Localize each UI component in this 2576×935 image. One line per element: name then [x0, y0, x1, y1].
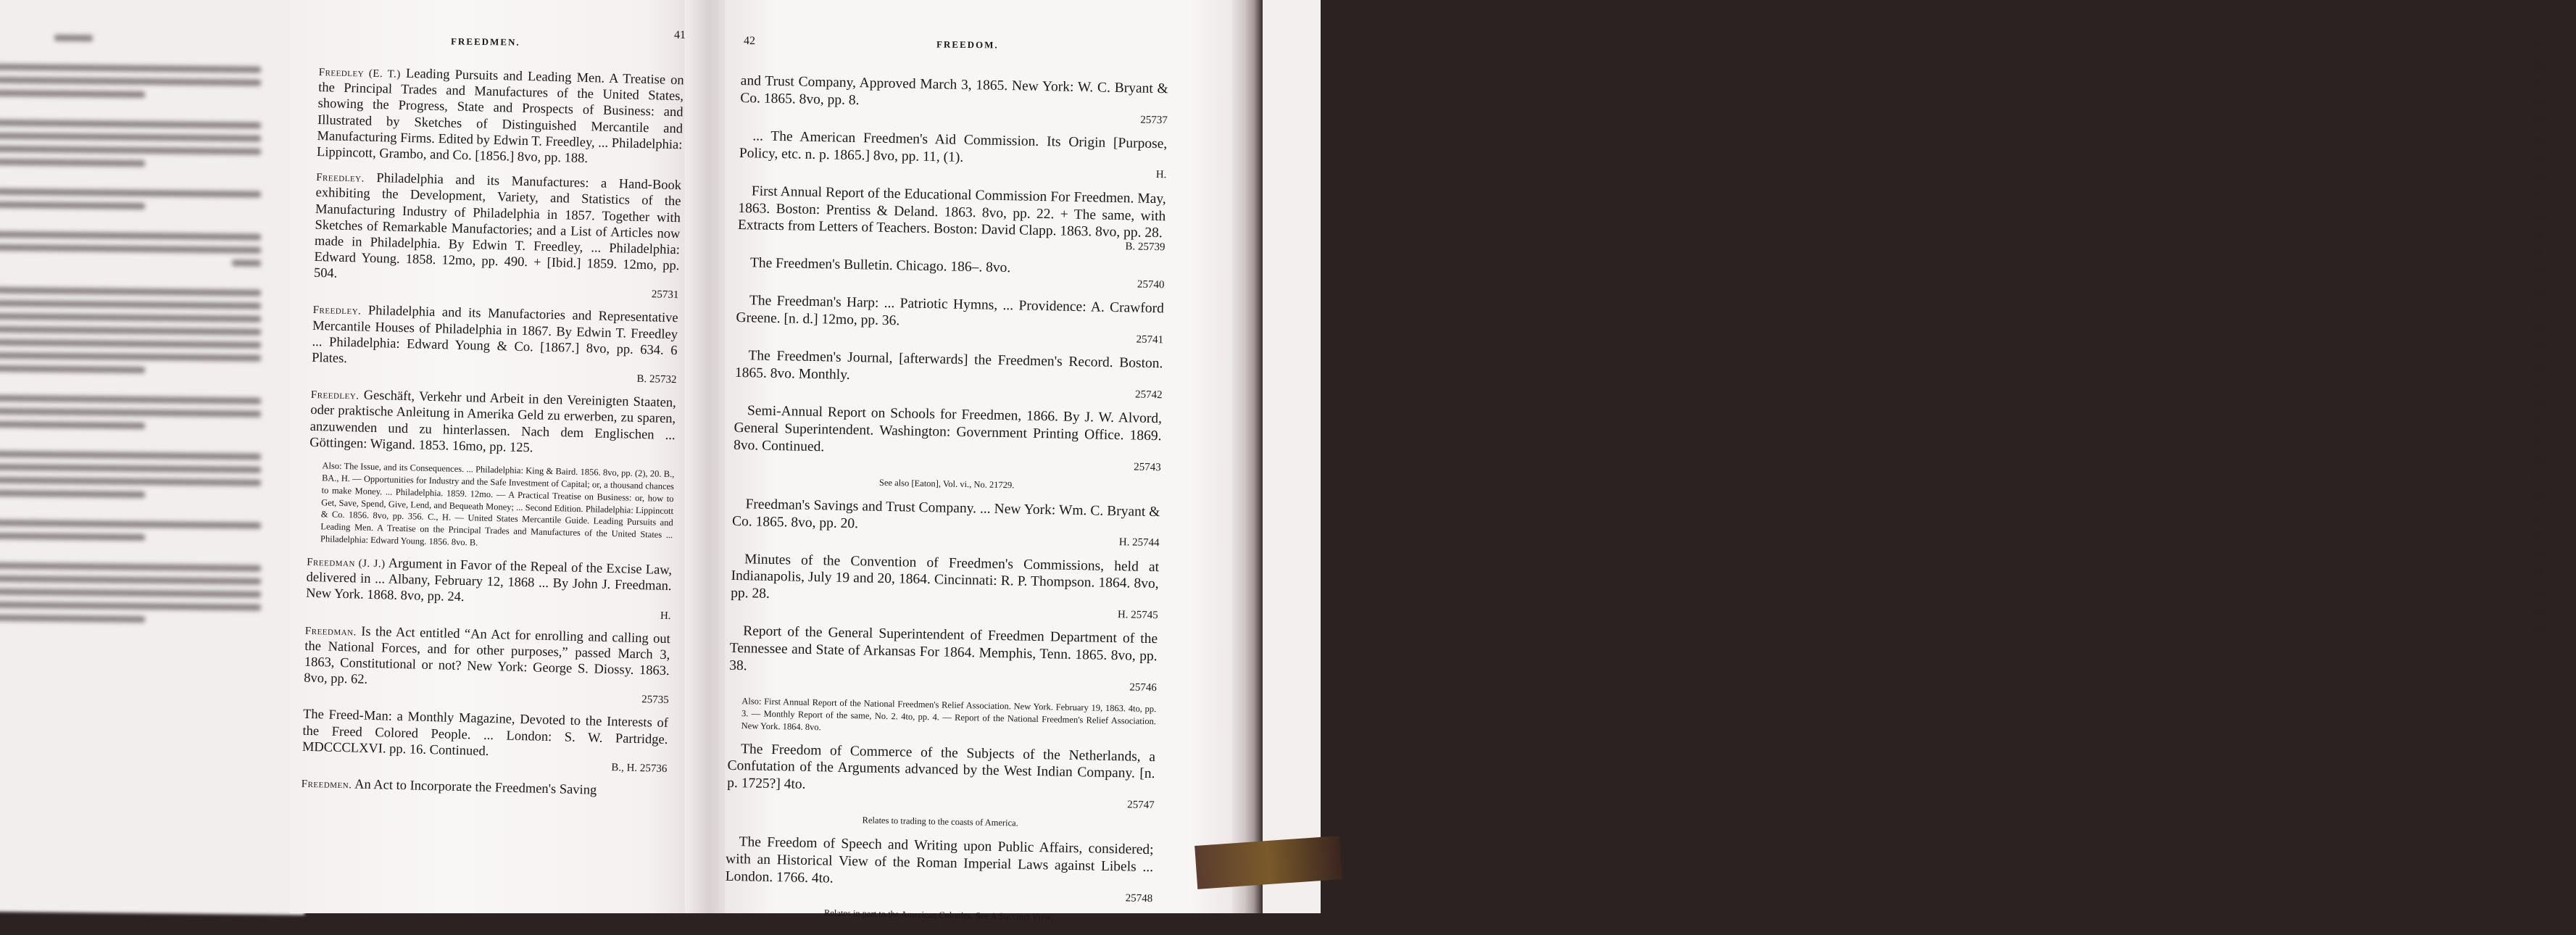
- peek-fragment: Us: [2533, 323, 2545, 334]
- entry-text: An Act to Incorporate the Freedmen's Saving: [354, 777, 597, 798]
- entry-number: B. 25739: [1125, 241, 1166, 254]
- entry-author: Freedley.: [312, 304, 362, 317]
- peek-fragment: tor: [2533, 549, 2545, 560]
- peek-fragment: S.: [2533, 511, 2542, 523]
- peek-fragment: of: [2533, 247, 2542, 259]
- entry-text: The Freed-Man: a Monthly Magazine, Devoted to the Interests of the Freed Colored People. ... London: S. W. Partridge. MDCCCLXVI. pp. 16. Continued.: [302, 707, 669, 759]
- right-page-number: 42: [744, 35, 755, 47]
- bibliography-entry: [301, 776, 666, 800]
- entry-text: ... The American Freedmen's Aid Commission. Its Origin [Purpose, Policy, etc. n. p. 1865.] 8vo, pp. 11, (1).: [739, 128, 1168, 165]
- peek-fragment: Pri: [2533, 586, 2546, 598]
- bibliography-entry: [737, 183, 1166, 254]
- peek-fragment: an: [2533, 40, 2543, 51]
- left-page-column: [301, 64, 684, 809]
- bibliography-entry: [734, 347, 1163, 402]
- entry-number: B., H. 25736: [611, 762, 668, 775]
- entry-text: Philadelphia and its Manufactories and Representative Mercantile Houses of Philadelphia in 1867. By Edwin T. Freedley ... Philadelphia: Edward Young & Co. [1867.] 8vo, pp. 634. 6 Plates.: [311, 304, 678, 367]
- entry-author: Freedman (J. J.): [306, 556, 386, 570]
- peek-fragment: Ch: [2533, 492, 2546, 504]
- peek-fragment: Sta: [2533, 398, 2547, 410]
- blurred-text-block: [0, 28, 261, 631]
- page-edge: [1232, 0, 1263, 913]
- entry-number: 25737: [1140, 114, 1168, 126]
- peek-fragment: I: [2533, 473, 2536, 485]
- entry-text: The Freedmen's Bulletin. Chicago. 186–. 8vo.: [749, 255, 1011, 276]
- peek-fragment: I: [2533, 304, 2536, 315]
- bibliography-entry: [727, 740, 1156, 812]
- next-page-peek-text: [2533, 36, 2576, 639]
- peek-fragment: T: [2533, 78, 2540, 89]
- peek-fragment: Mr.: [2533, 209, 2548, 221]
- bibliography-entry: [740, 72, 1168, 127]
- peek-fragment: C: [2533, 436, 2540, 447]
- bibliography-entry: [729, 623, 1158, 694]
- entry-number: 25735: [641, 694, 669, 707]
- peek-fragment: 16: [2533, 228, 2543, 240]
- bibliography-entry: [736, 292, 1164, 346]
- bibliography-entry: [304, 622, 670, 707]
- entry-number: 25743: [1134, 461, 1161, 473]
- entry-number: 25748: [1125, 892, 1153, 905]
- entry-text: Semi-Annual Report on Schools for Freedmen, 1866. By J. W. Alvord, General Superintendent. Washington: Government Printing Office. 1869. 8vo. Continued.: [733, 403, 1163, 455]
- bibliography-entry: [739, 128, 1167, 182]
- entry-number: 25742: [1134, 388, 1163, 402]
- entry-number: B. 25732: [636, 373, 677, 386]
- next-page-peek: [1263, 0, 2549, 913]
- entry-text: The Freedom of Commerce of the Subjects of the Netherlands, a Confutation of the Arguments advanced by the West Indian Company. [n. p. 1725?] 4to.: [726, 741, 1156, 793]
- entry-text: Philadelphia and its Manufactures: a Hand-Book exhibiting the Development, Variety, and Statistics of the Manufacturing Industry of Philadelphia in 1857. Together with Sketches of Remarkable Manufactories; and a List of Articles now made in Philadelphia. By Edwin T. Freedley, ... Philadelphia: Edward Young. 1858. 12mo, pp. 490. + [Ibid.] 1859. 12mo, pp. 504.: [313, 171, 682, 281]
- entry-author: Freedley (E. T.): [318, 66, 402, 80]
- bibliography-entry: [311, 302, 678, 386]
- entry-number: H. 25744: [1118, 536, 1160, 549]
- entry-number: H.: [1155, 169, 1167, 181]
- peek-fragment: Par: [2533, 360, 2547, 372]
- bibliography-entry: [725, 834, 1154, 905]
- peek-fragment: wh: [2533, 134, 2546, 146]
- peek-fragment: in: [2533, 191, 2541, 202]
- peek-fragment: for: [2533, 605, 2546, 617]
- peek-fragment: me: [2533, 153, 2546, 165]
- left-page-number: 41: [674, 29, 686, 41]
- entry-note: Also: First Annual Report of the National Freedmen's Relief Association. New York. February 19, 1863. 4to, pp. 3. — Monthly Report of the same, No. 2. 4to, pp. 4. — Report of the National Freedmen's Relief Association. New York. 1864. 8vo.: [741, 696, 1157, 732]
- peek-fragment: Sol: [2533, 59, 2548, 70]
- entry-author: Freedman.: [304, 625, 357, 639]
- entry-number: H.: [660, 610, 671, 622]
- entry-text: and Trust Company, Approved March 3, 1865. New York: W. C. Bryant & Co. 1865. 8vo, pp. 8.: [740, 72, 1168, 108]
- peek-fragment: Oa: [2533, 266, 2546, 278]
- peek-fragment: Am: [2533, 285, 2549, 296]
- left-running-head: FREEDMEN.: [450, 36, 520, 48]
- entry-note: Also: The Issue, and its Consequences. ... Philadelphia: King & Baird. 1856. 8vo, pp. (2), 20. B., BA., H. — Opportunities for Industry and the Safe Investment of Capital; or, a thousand chances to make Money. ... Philadelphia. 1859. 12mo. — A Practical Treatise on Business: or, how to Get, Save, Spend, Give, Lend, and Bequeath Money; ... Second Edition. Philadelphia: Lippincott & Co. 1856. 8vo, pp. 356. C., H. — United States Mercantile Guide. Leading Pursuits and Leading Men. A Treatise on the Principal Trades and Manufactures of the United States ... Philadelphia: Edward Young. 1856. 8vo. B.: [320, 460, 675, 548]
- peek-fragment: fin: [2533, 96, 2545, 108]
- peek-fragment: cm: [2533, 172, 2546, 183]
- entry-text: Leading Pursuits and Leading Men. A Treatise on the Principal Trades and Manufactures of the United States, showing the Progress, State and Prospects of Business: and Illustrated by Sketches of Distinguished Mercantile and Manufacturing Firms. Edited by Edwin T. Freedley, ... Philadelphia: Lippincott, Grambo, and Co. [1856.] 8vo, pp. 188.: [316, 66, 684, 167]
- peek-fragment: S: [2533, 379, 2539, 391]
- entry-text: Argument in Favor of the Repeal of the Excise Law, delivered in ... Albany, February 12, 1868 ... By John J. Freedman. New York. 1868. 8vo, pp. 24.: [305, 556, 673, 605]
- entry-text: Is the Act entitled “An Act for enrolling and calling out the National Forces, and for other purposes,” passed March 3, 1863, Constitutional or not? New York: George S. Diossy. 1863. 8vo, pp. 62.: [304, 624, 671, 688]
- entry-number: 25731: [651, 288, 679, 302]
- entry-text: First Annual Report of the Educational Commission For Freedmen. May, 1863. Boston: Prentiss & Deland. 1863. 8vo, pp. 22. + The same, with Extracts from Letters of Teachers. Boston: David Clapp. 1863. 8vo, pp. 28.: [737, 183, 1166, 241]
- peek-fragment: Or: [2533, 417, 2544, 428]
- entry-number: 25746: [1129, 681, 1157, 694]
- entry-number: 25740: [1137, 278, 1165, 291]
- bibliography-entry: [317, 64, 684, 169]
- right-page-column: [724, 72, 1168, 935]
- entry-note: Relates in part to the American Colonies. See A Succinct View.: [823, 907, 1053, 923]
- entry-note: Relates to trading to the coasts of America.: [862, 815, 1018, 828]
- peek-fragment: **: [2533, 341, 2543, 353]
- entry-number: 25747: [1127, 799, 1155, 812]
- entry-text: The Freedmen's Journal, [afterwards] the Freedmen's Record. Boston. 1865. 8vo. Monthly.: [734, 348, 1163, 383]
- previous-page-blurred: [0, 0, 304, 915]
- entry-number: H. 25745: [1117, 609, 1158, 622]
- entry-text: The Freedman's Harp: ... Patriotic Hymns, ... Providence: A. Crawford Greene. [n. d.] 12mo, pp. 36.: [736, 293, 1165, 329]
- entry-author: Freedley.: [310, 389, 360, 402]
- bibliography-entry: [732, 496, 1160, 550]
- entry-note: See also [Eaton], Vol. vi., No. 21729.: [878, 477, 1015, 491]
- peek-fragment: T: [2533, 530, 2540, 541]
- peek-fragment: fro: [2533, 115, 2546, 127]
- entry-text: The Freedom of Speech and Writing upon Public Affairs, considered; with an Historical View of the Roman Imperial Laws against Libels ... London. 1766. 4to.: [725, 834, 1154, 886]
- entry-number: 25741: [1136, 333, 1164, 346]
- entry-text: Geschäft, Verkehr und Arbeit in den Vereinigten Staaten, oder praktische Anleitung in Amerika Geld zu erwerben, zu sparen, anzuwenden und zu hinterlassen. Nach dem Englischen ... Göttingen: Wigand. 1853. 16mo, pp. 125.: [309, 388, 676, 456]
- entry-author: Freedley.: [315, 172, 365, 185]
- bibliography-entry: [734, 402, 1163, 474]
- peek-fragment: Sta: [2533, 454, 2547, 466]
- bibliography-entry: [313, 169, 681, 302]
- bibliography-entry: [302, 707, 668, 776]
- entry-author: Freedmen.: [301, 778, 352, 791]
- bibliography-entry: [309, 386, 676, 460]
- entry-text: Report of the General Superintendent of Freedmen Department of the Tennessee and State of Arkansas For 1864. Memphis, Tenn. 1865. 8vo, pp. 38.: [729, 623, 1158, 674]
- bibliography-entry: [731, 551, 1160, 623]
- peek-fragment: W: [2533, 568, 2543, 579]
- peek-fragment: Ma: [2533, 624, 2547, 636]
- entry-text: Minutes of the Convention of Freedmen's Commissions, held at Indianapolis, July 19 and 20, 1864. Cincinnati: R. P. Thompson. 1864. 8vo, pp. 28.: [731, 551, 1160, 602]
- bibliography-entry: [736, 254, 1165, 291]
- bibliography-entry: [305, 554, 672, 623]
- right-running-head: FREEDOM.: [936, 38, 999, 51]
- entry-text: Freedman's Savings and Trust Company. ... New York: Wm. C. Bryant & Co. 1865. 8vo, pp. 20.: [731, 496, 1160, 531]
